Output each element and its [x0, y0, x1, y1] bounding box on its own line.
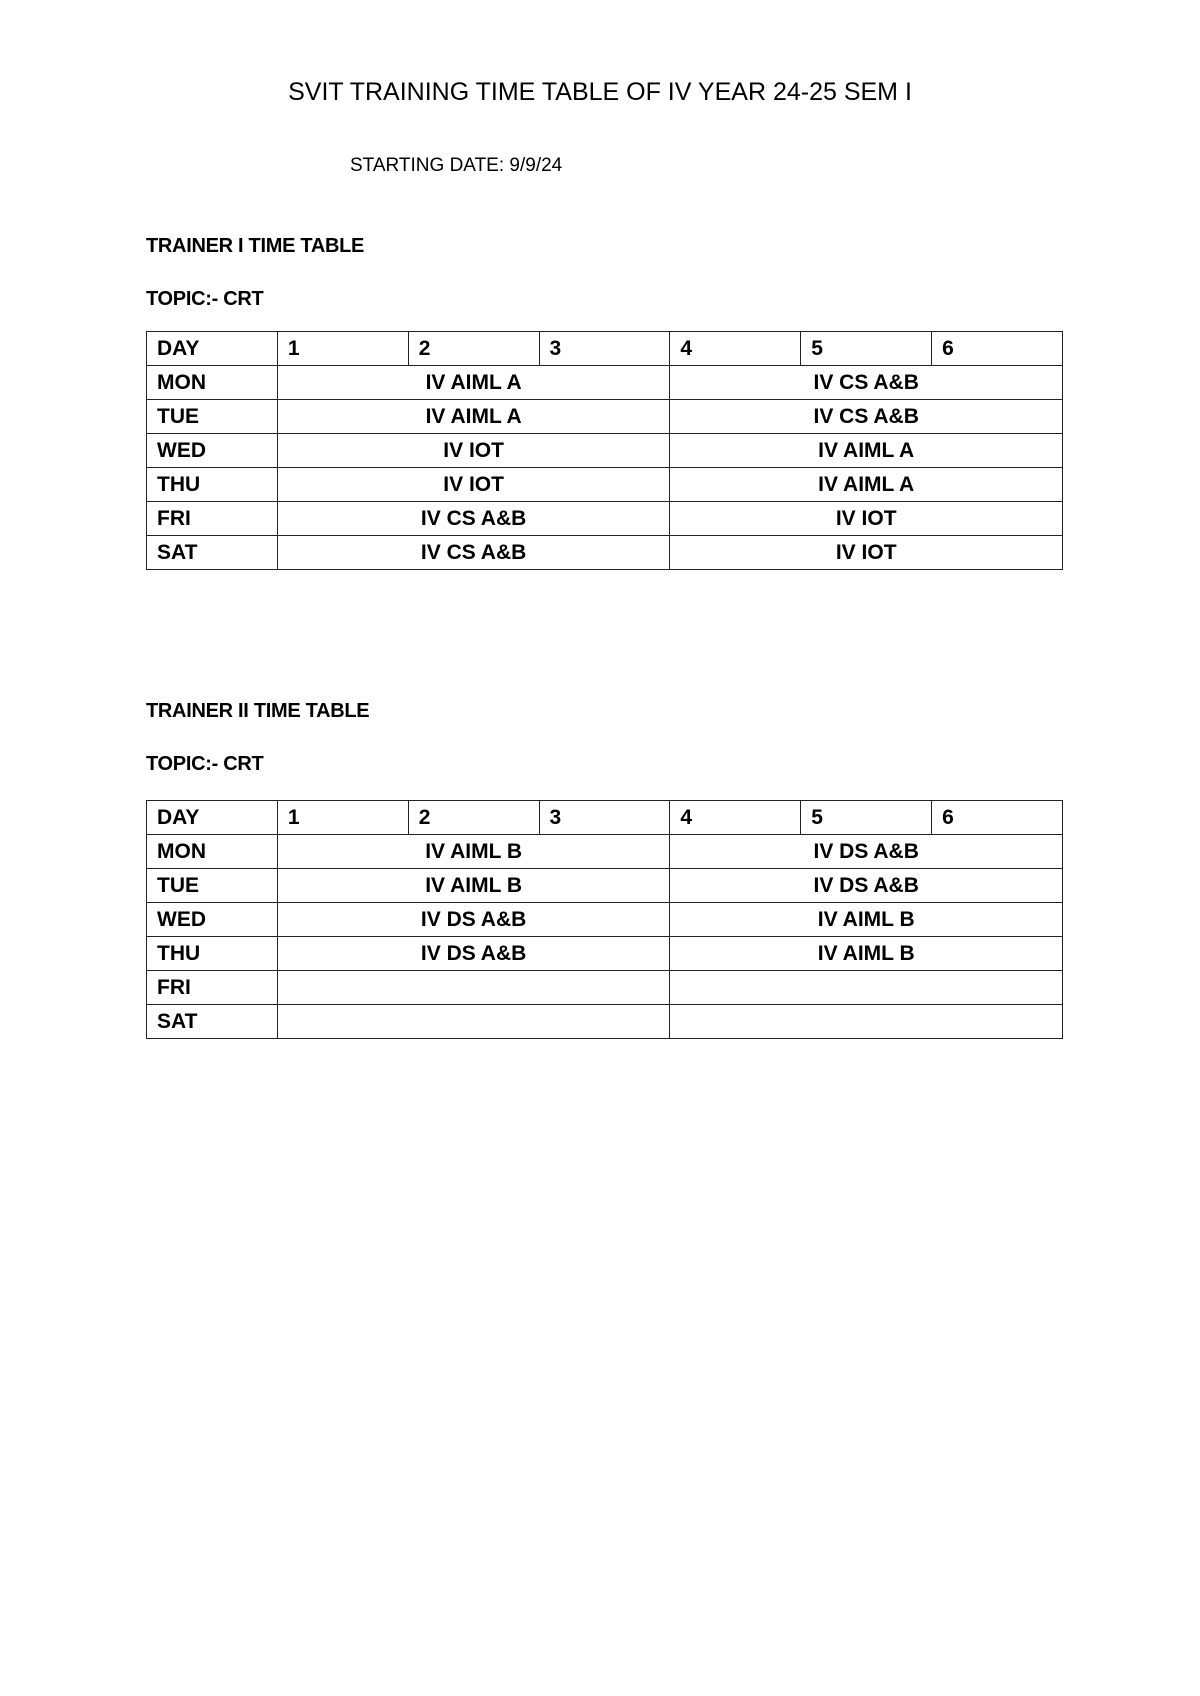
header-row: [147, 332, 1063, 366]
session-4-6-cell: IV DS A&B: [670, 835, 1063, 869]
trainer-1-heading: TRAINER I TIME TABLE: [146, 235, 365, 257]
header-cell: DAY: [147, 332, 278, 366]
header-row: [147, 801, 1063, 835]
session-1-3-cell: IV DS A&B: [277, 937, 670, 971]
day-cell: MON: [147, 366, 278, 400]
table-row: [147, 835, 1063, 869]
table-row: [147, 366, 1063, 400]
day-cell: MON: [147, 835, 278, 869]
header-cell: 3: [539, 801, 670, 835]
header-cell: 1: [277, 332, 408, 366]
day-cell: FRI: [147, 502, 278, 536]
day-cell: THU: [147, 937, 278, 971]
session-1-3-cell: IV CS A&B: [277, 502, 670, 536]
session-4-6-cell: IV AIML A: [670, 434, 1063, 468]
session-4-6-cell: IV AIML A: [670, 468, 1063, 502]
table-row: [147, 903, 1063, 937]
header-cell: 6: [932, 332, 1063, 366]
session-1-3-cell: IV CS A&B: [277, 536, 670, 570]
session-4-6-cell: IV CS A&B: [670, 400, 1063, 434]
day-cell: TUE: [147, 869, 278, 903]
day-cell: THU: [147, 468, 278, 502]
header-cell: 1: [277, 801, 408, 835]
trainer-2-timetable: [146, 800, 1063, 1039]
table-row: [147, 971, 1063, 1005]
session-4-6-cell: IV AIML B: [670, 903, 1063, 937]
day-cell: SAT: [147, 1005, 278, 1039]
header-cell: DAY: [147, 801, 278, 835]
trainer-1-timetable: [146, 331, 1063, 570]
table-row: [147, 937, 1063, 971]
header-cell: 2: [408, 801, 539, 835]
table-row: [147, 502, 1063, 536]
session-1-3-cell: IV IOT: [277, 434, 670, 468]
session-4-6-cell: [670, 1005, 1063, 1039]
trainer-2-topic: TOPIC:- CRT: [146, 753, 264, 775]
session-1-3-cell: IV AIML A: [277, 366, 670, 400]
table-row: [147, 1005, 1063, 1039]
table-row: [147, 434, 1063, 468]
session-1-3-cell: IV AIML B: [277, 835, 670, 869]
day-cell: FRI: [147, 971, 278, 1005]
day-cell: TUE: [147, 400, 278, 434]
session-4-6-cell: [670, 971, 1063, 1005]
header-cell: 3: [539, 332, 670, 366]
table-row: [147, 536, 1063, 570]
day-cell: WED: [147, 434, 278, 468]
trainer-2-heading: TRAINER II TIME TABLE: [146, 700, 370, 722]
session-1-3-cell: [277, 1005, 670, 1039]
header-cell: 6: [932, 801, 1063, 835]
document-title: SVIT TRAINING TIME TABLE OF IV YEAR 24-25 SEM I: [288, 78, 912, 106]
starting-date: STARTING DATE: 9/9/24: [350, 155, 563, 176]
day-cell: WED: [147, 903, 278, 937]
session-4-6-cell: IV IOT: [670, 502, 1063, 536]
session-4-6-cell: IV IOT: [670, 536, 1063, 570]
session-4-6-cell: IV DS A&B: [670, 869, 1063, 903]
table-row: [147, 468, 1063, 502]
table-row: [147, 400, 1063, 434]
session-1-3-cell: IV AIML A: [277, 400, 670, 434]
session-1-3-cell: IV DS A&B: [277, 903, 670, 937]
session-1-3-cell: IV IOT: [277, 468, 670, 502]
day-cell: SAT: [147, 536, 278, 570]
header-cell: 5: [801, 332, 932, 366]
session-4-6-cell: IV CS A&B: [670, 366, 1063, 400]
trainer-1-topic: TOPIC:- CRT: [146, 288, 264, 310]
table-row: [147, 869, 1063, 903]
header-cell: 4: [670, 332, 801, 366]
header-cell: 2: [408, 332, 539, 366]
header-cell: 4: [670, 801, 801, 835]
session-4-6-cell: IV AIML B: [670, 937, 1063, 971]
session-1-3-cell: IV AIML B: [277, 869, 670, 903]
header-cell: 5: [801, 801, 932, 835]
session-1-3-cell: [277, 971, 670, 1005]
